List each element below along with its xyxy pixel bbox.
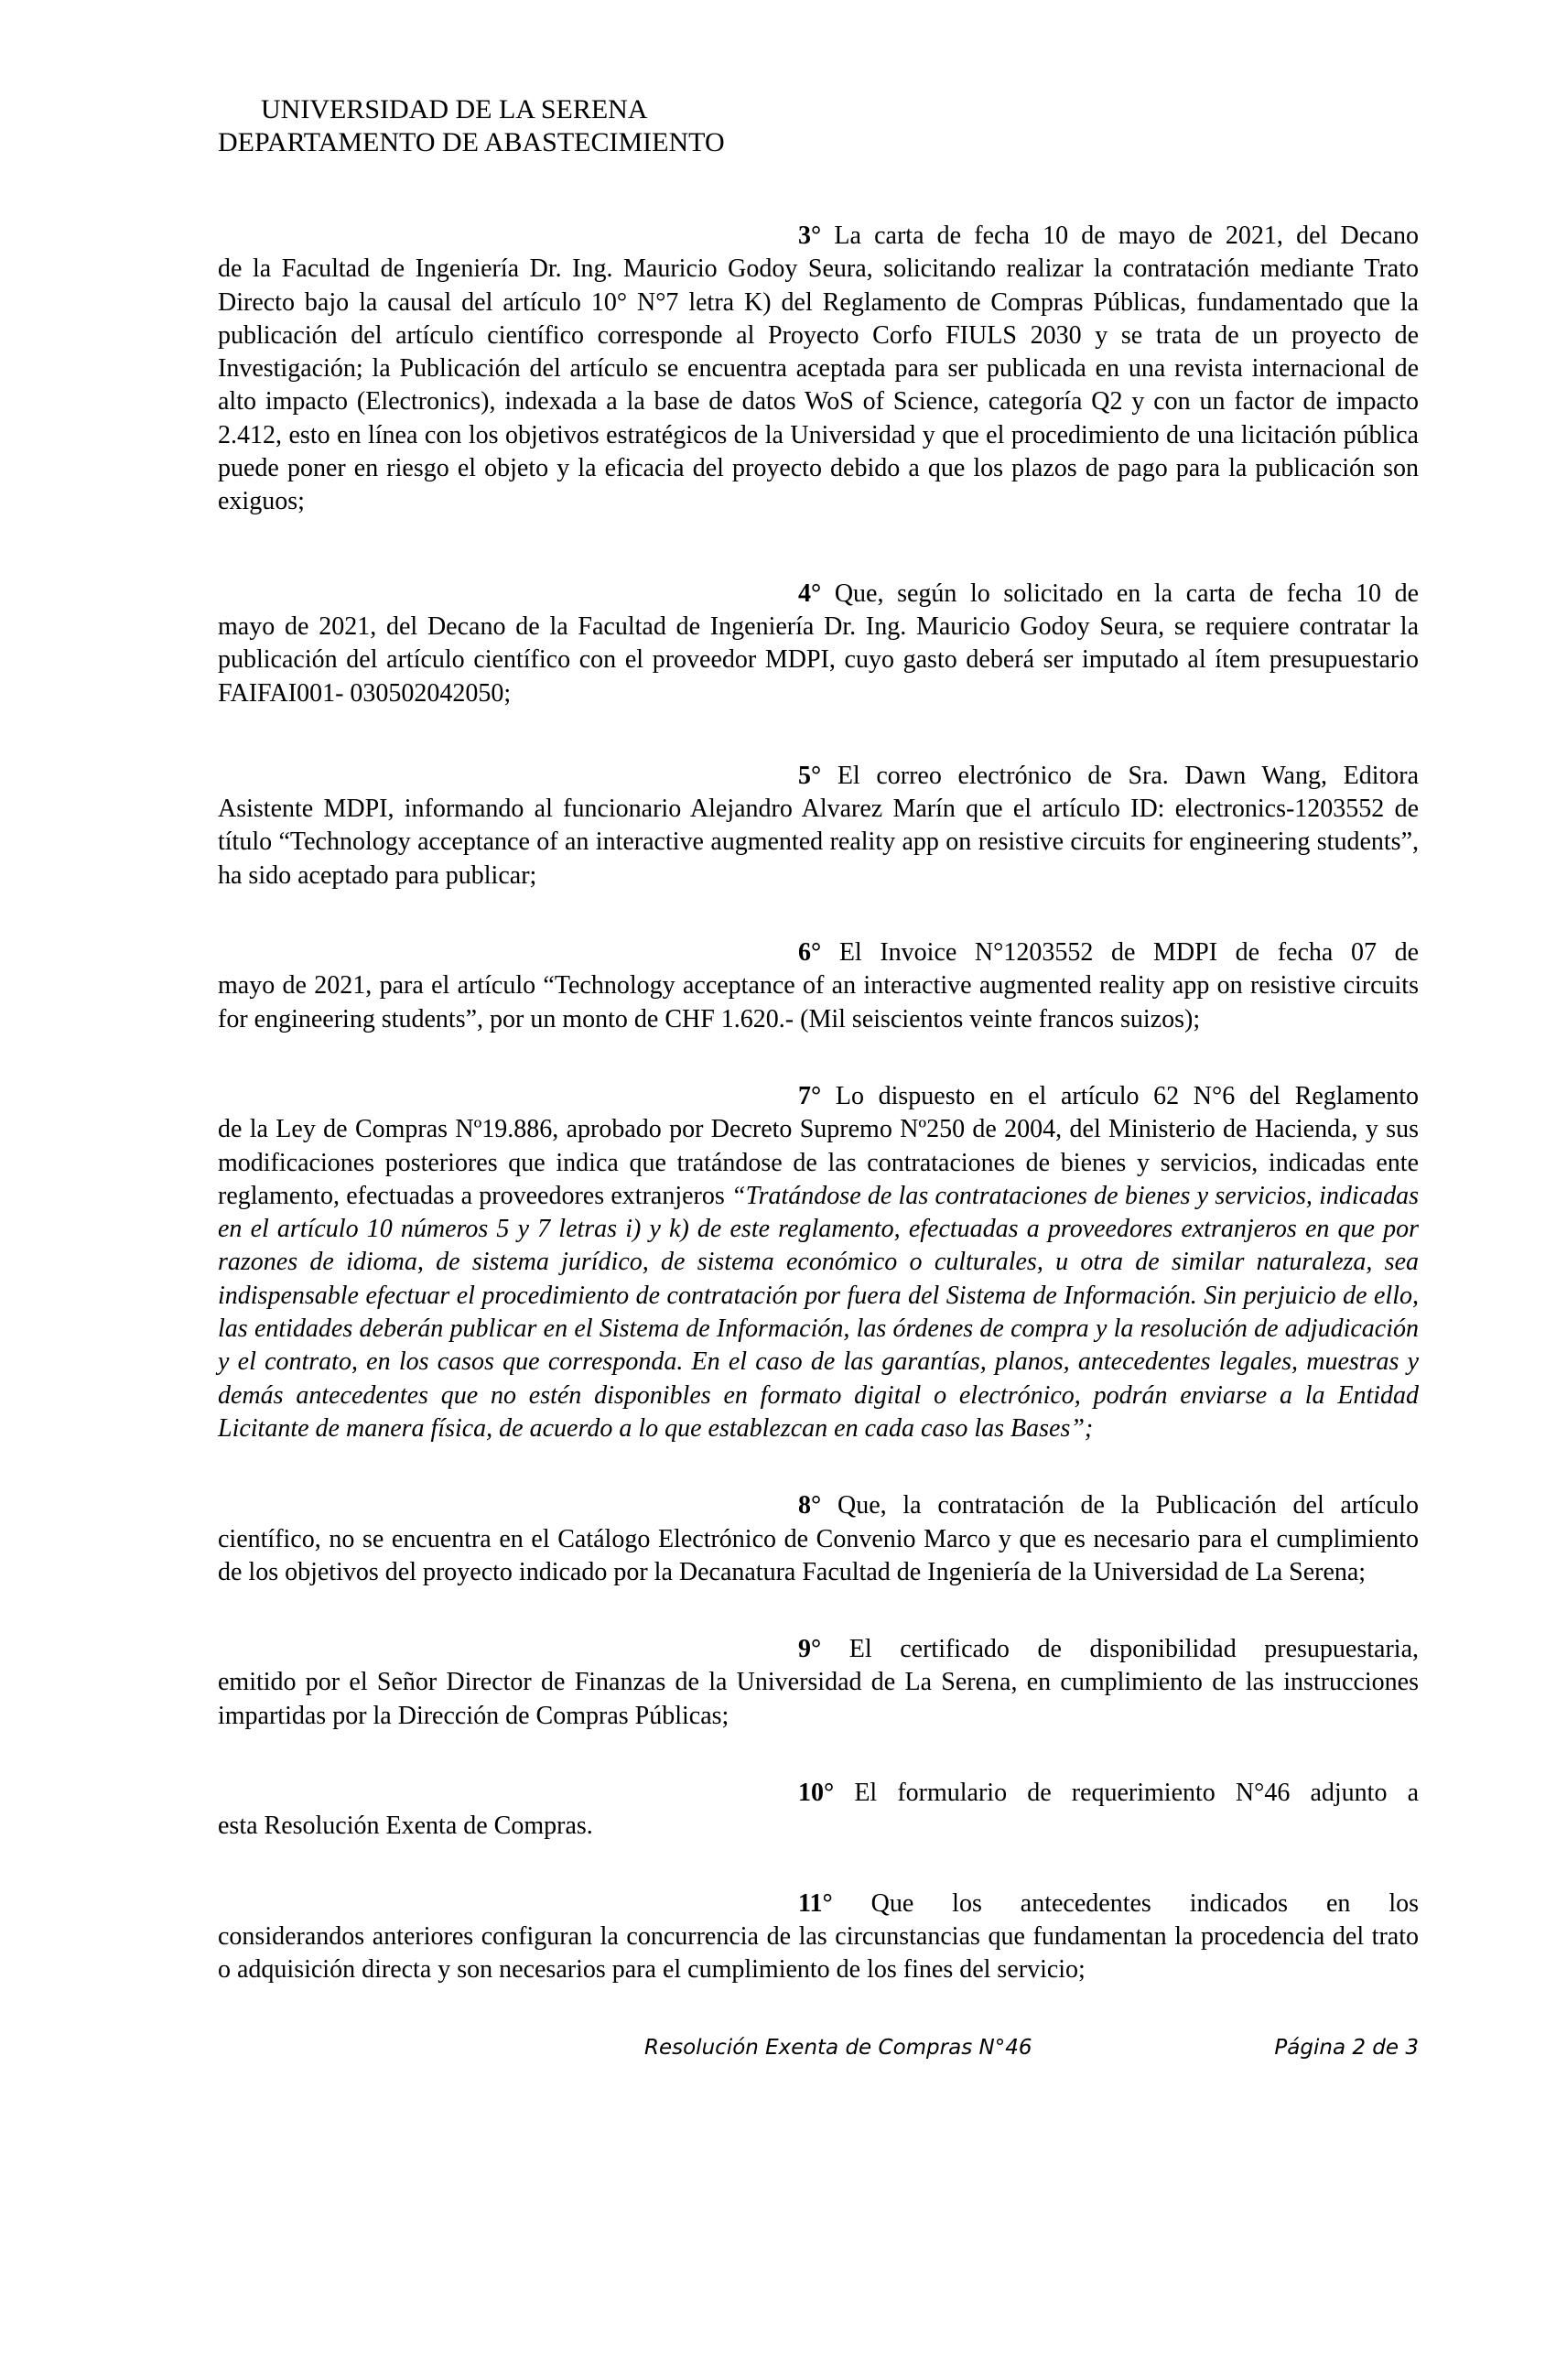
document-body <box>218 220 1419 1986</box>
paragraph-text: Asistente MDPI, informando al funcionario Alejandro Alvarez Marín que el artículo ID: electronics-1203552 de título “Technology acceptance of an interactive augmented reality app on resistive circuits for engineering students”, ha sido aceptado para publicar; <box>218 795 1419 890</box>
paragraph-10 <box>218 1777 1419 1844</box>
paragraph-number: 11° <box>798 1888 833 1918</box>
paragraph-text: de la Ley de Compras Nº19.886, aprobado por Decreto Supremo Nº250 de 2004, del Ministerio de Hacienda, y sus modificaciones posteriores que indica que tratándose de las contrataciones de bienes y servicios, indicadas ente reglamento, efectuadas a proveedores extranjeros <box>218 1115 1419 1210</box>
paragraph-first-line: El correo electrónico de Sra. Dawn Wang, Editora <box>837 761 1420 790</box>
paragraph-number: 6° <box>798 938 822 968</box>
paragraph-text: mayo de 2021, para el artículo “Technology acceptance of an interactive augmented reality app on resistive circuits for engineering students”, por un monto de CHF 1.620.- (Mil seiscientos veinte francos suizos); <box>218 971 1419 1033</box>
university-name: UNIVERSIDAD DE LA SERENA <box>261 94 648 124</box>
document-header <box>218 93 725 159</box>
paragraph-number: 3° <box>798 222 822 250</box>
paragraph-first-line: Que, según lo solicitado en la carta de fecha 10 de <box>834 579 1419 608</box>
paragraph-11 <box>218 1888 1419 1987</box>
paragraph-text: científico, no se encuentra en el Catálogo Electrónico de Convenio Marco y que es necesario para el cumplimiento de los objetivos del proyecto indicado por la Decanatura Facultad de Ingeniería de la Universidad de La Serena; <box>218 1524 1419 1586</box>
regulation-quote: “Tratándose de las contrataciones de bienes y servicios, indicadas en el artículo 10 números 5 y 7 letras i) y k) de este reglamento, efectuadas a proveedores extranjeros en que por razones de idioma, de sistema jurídico, de sistema económico o culturales, u otra de similar naturaleza, sea indispensable efectuar el procedimiento de contratación por fuera del Sistema de Información. Sin perjuicio de ello, las entidades deberán publicar en el Sistema de Información, las órdenes de compra y la resolución de adjudicación y el contrato, en los casos que corresponda. En el caso de las garantías, planos, antecedentes legales, muestras y demás antecedentes que no estén disponibles en formato digital o electrónico, podrán enviarse a la Entidad Licitante de manera física, de acuerdo a lo que establezcan en cada caso las Bases”; <box>218 1181 1419 1443</box>
paragraph-number: 8° <box>798 1491 822 1520</box>
paragraph-first-line: El formulario de requerimiento N°46 adjunto a <box>854 1778 1419 1807</box>
paragraph-first-line: El certificado de disponibilidad presupuestaria, <box>848 1635 1419 1664</box>
paragraph-number: 7° <box>798 1081 822 1110</box>
paragraph-5 <box>218 760 1419 892</box>
paragraph-first-line: Lo dispuesto en el artículo 62 N°6 del Reglamento <box>835 1081 1419 1110</box>
paragraph-text: emitido por el Señor Director de Finanzas de la Universidad de La Serena, en cumplimiento de las instrucciones impartidas por la Dirección de Compras Públicas; <box>218 1668 1419 1730</box>
paragraph-number: 4° <box>798 579 822 608</box>
paragraph-first-line: El Invoice N°1203552 de MDPI de fecha 07 de <box>838 938 1419 968</box>
paragraph-text: de la Facultad de Ingeniería Dr. Ing. Mauricio Godoy Seura, solicitando realizar la contratación mediante Trato Directo bajo la causal del artículo 10° N°7 letra K) del Reglamento de Compras Públicas, fundamentado que la publicación del artículo científico corresponde al Proyecto Corfo FIULS 2030 y se trata de un proyecto de Investigación; la Publicación del artículo se encuentra aceptada para ser publicada en una revista internacional de alto impacto (Electronics), indexada a la base de datos WoS of Science, categoría Q2 y con un factor de impacto 2.412, esto en línea con los objetivos estratégicos de la Universidad y que el procedimiento de una licitación pública puede poner en riesgo el objeto y la eficacia del proyecto debido a que los plazos de pago para la publicación son exiguos; <box>218 254 1419 516</box>
paragraph-text: esta Resolución Exenta de Compras. <box>218 1812 593 1841</box>
paragraph-first-line: La carta de fecha 10 de mayo de 2021, del Decano <box>834 222 1419 250</box>
paragraph-text: mayo de 2021, del Decano de la Facultad de Ingeniería Dr. Ing. Mauricio Godoy Seura, se requiere contratar la publicación del artículo científico con el proveedor MDPI, cuyo gasto deberá ser imputado al ítem presupuestario FAIFAI001- 030502042050; <box>218 611 1419 708</box>
paragraph-number: 9° <box>798 1635 822 1664</box>
footer-page-number: Página 2 de 3 <box>1274 2036 1419 2060</box>
paragraph-9 <box>218 1633 1419 1733</box>
paragraph-text: considerandos anteriores configuran la concurrencia de las circunstancias que fundamentan la procedencia del trato o adquisición directa y son necesarios para el cumplimiento de los fines del servicio; <box>218 1921 1419 1985</box>
paragraph-4 <box>218 578 1419 710</box>
paragraph-8 <box>218 1489 1419 1589</box>
paragraph-first-line: Que los antecedentes indicados en los <box>870 1888 1420 1918</box>
paragraph-first-line: Que, la contratación de la Publicación del artículo <box>837 1491 1420 1520</box>
footer-document-title: Resolución Exenta de Compras N°46 <box>644 2036 1032 2060</box>
paragraph-3 <box>218 220 1419 519</box>
paragraph-7 <box>218 1080 1419 1445</box>
paragraph-number: 10° <box>798 1778 835 1807</box>
paragraph-number: 5° <box>798 761 822 790</box>
department-name: DEPARTAMENTO DE ABASTECIMIENTO <box>218 127 725 157</box>
paragraph-6 <box>218 936 1419 1036</box>
